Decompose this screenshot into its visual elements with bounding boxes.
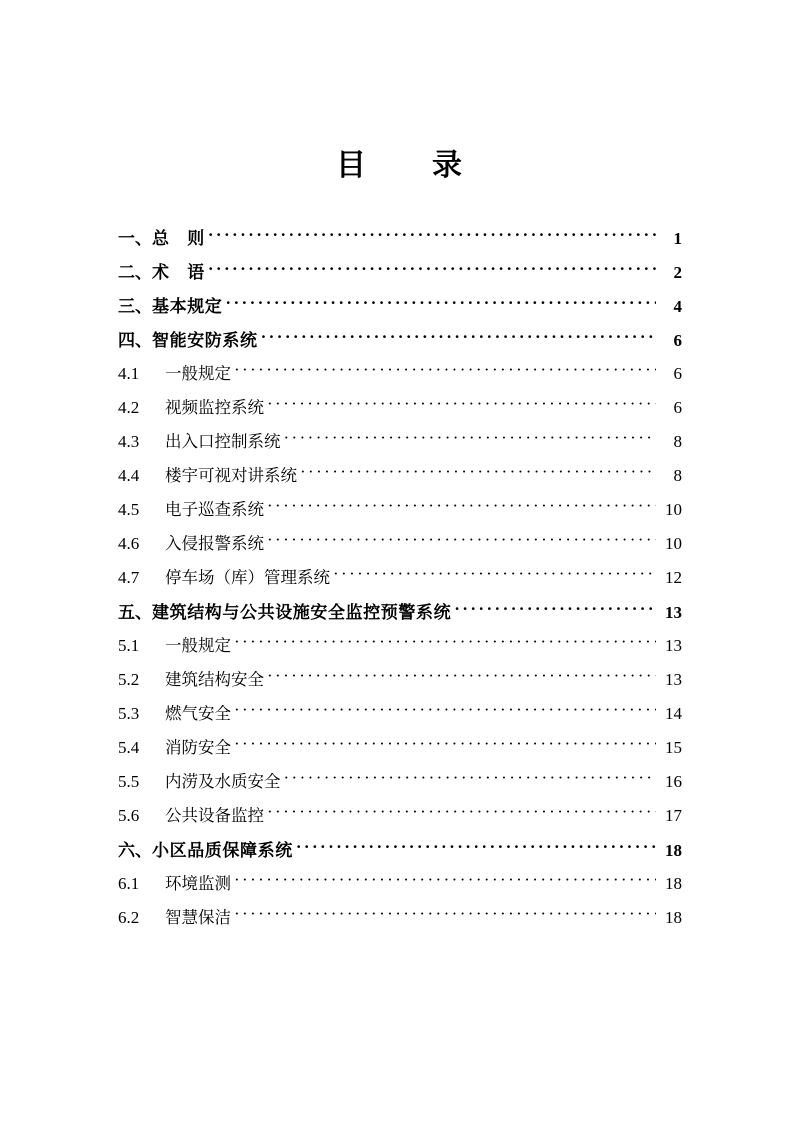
toc-dot-leader [234, 363, 656, 380]
toc-entry-label: 电子巡查系统 [165, 500, 264, 519]
toc-entry-label: 入侵报警系统 [165, 534, 264, 553]
toc-entry-number: 二、 [118, 263, 152, 282]
toc-entry[interactable] [118, 768, 682, 802]
toc-entry-number: 5.6 [118, 806, 140, 825]
toc-entry[interactable] [118, 530, 682, 564]
toc-entry-page-number: 4 [673, 297, 682, 316]
toc-dot-leader [267, 805, 656, 822]
toc-entry-page-number: 18 [665, 908, 682, 927]
toc-dot-leader [267, 669, 656, 686]
toc-entry[interactable] [118, 734, 682, 768]
toc-entry[interactable] [118, 700, 682, 734]
toc-entry-page-number: 2 [673, 263, 682, 282]
toc-entry-number: 一、 [118, 229, 152, 248]
toc-entry-number: 6.2 [118, 908, 140, 927]
toc-entry-page-number: 12 [665, 568, 682, 587]
toc-entry[interactable] [118, 224, 682, 258]
toc-entry-number: 六、 [118, 841, 152, 860]
toc-entry-page-number: 14 [665, 704, 682, 723]
toc-entry-number: 6.1 [118, 874, 140, 893]
toc-dot-leader [284, 771, 657, 788]
toc-entry-label: 公共设备监控 [165, 806, 264, 825]
toc-entry-number: 4.2 [118, 398, 140, 417]
toc-entry[interactable] [118, 360, 682, 394]
toc-dot-leader [333, 567, 656, 584]
toc-entry-page-number: 18 [665, 841, 682, 860]
toc-entry-label: 智慧保洁 [165, 908, 231, 927]
toc-entry-label: 建筑结构与公共设施安全监控预警系统 [152, 603, 452, 622]
toc-entry-page-number: 10 [665, 500, 682, 519]
toc-entry-page-number: 18 [665, 874, 682, 893]
toc-entry-number: 4.6 [118, 534, 140, 553]
toc-entry[interactable] [118, 462, 682, 496]
toc-entry-page-number: 8 [673, 432, 682, 451]
toc-entry-label: 视频监控系统 [165, 398, 264, 417]
toc-dot-leader [267, 533, 656, 550]
toc-entry-label: 术 语 [152, 263, 205, 282]
toc-entry-label: 一般规定 [165, 636, 231, 655]
toc-entry[interactable] [118, 632, 682, 666]
toc-entry[interactable] [118, 394, 682, 428]
toc-entry-label: 楼宇可视对讲系统 [165, 466, 297, 485]
toc-dot-leader [267, 499, 656, 516]
toc-entry-label: 基本规定 [152, 297, 223, 316]
toc-entry[interactable] [118, 496, 682, 530]
table-of-contents [118, 224, 682, 938]
toc-entry[interactable] [118, 666, 682, 700]
toc-entry-number: 5.3 [118, 704, 140, 723]
toc-dot-leader [267, 397, 656, 414]
toc-dot-leader [234, 635, 656, 652]
toc-entry-page-number: 6 [673, 331, 682, 350]
toc-entry-label: 环境监测 [165, 874, 231, 893]
toc-entry-page-number: 8 [673, 466, 682, 485]
toc-entry[interactable] [118, 326, 682, 360]
toc-entry-page-number: 17 [665, 806, 682, 825]
toc-entry[interactable] [118, 836, 682, 870]
toc-dot-leader [300, 465, 656, 482]
toc-entry[interactable] [118, 598, 682, 632]
toc-entry-page-number: 16 [665, 772, 682, 791]
toc-entry-page-number: 10 [665, 534, 682, 553]
toc-entry-number: 四、 [118, 331, 152, 350]
toc-entry-label: 小区品质保障系统 [152, 841, 293, 860]
toc-entry-label: 内涝及水质安全 [165, 772, 281, 791]
toc-entry-label: 总 则 [152, 229, 205, 248]
toc-entry-page-number: 1 [673, 229, 682, 248]
toc-entry-page-number: 13 [665, 603, 682, 622]
toc-entry[interactable] [118, 870, 682, 904]
toc-dot-leader [261, 329, 656, 346]
toc-entry-label: 智能安防系统 [152, 331, 258, 350]
toc-entry-label: 燃气安全 [165, 704, 231, 723]
toc-dot-leader [284, 431, 657, 448]
toc-entry[interactable] [118, 428, 682, 462]
toc-dot-leader [234, 703, 656, 720]
toc-entry-label: 出入口控制系统 [165, 432, 281, 451]
toc-entry[interactable] [118, 564, 682, 598]
toc-entry-number: 4.5 [118, 500, 140, 519]
toc-entry-number: 5.5 [118, 772, 140, 791]
toc-dot-leader [234, 873, 656, 890]
toc-entry-number: 4.4 [118, 466, 140, 485]
toc-entry-label: 消防安全 [165, 738, 231, 757]
toc-dot-leader [225, 295, 656, 312]
toc-entry[interactable] [118, 292, 682, 326]
toc-entry-label: 停车场（库）管理系统 [165, 568, 330, 587]
toc-entry-number: 三、 [118, 297, 152, 316]
toc-dot-leader [234, 737, 656, 754]
toc-dot-leader [208, 261, 656, 278]
toc-entry-page-number: 13 [665, 670, 682, 689]
toc-dot-leader [234, 907, 656, 924]
toc-entry-page-number: 6 [673, 398, 682, 417]
page-title: 目 录 [336, 149, 464, 182]
toc-entry-number: 5.2 [118, 670, 140, 689]
toc-entry[interactable] [118, 904, 682, 938]
toc-entry[interactable] [118, 258, 682, 292]
toc-entry-number: 4.7 [118, 568, 140, 587]
toc-dot-leader [296, 839, 656, 856]
toc-dot-leader [208, 227, 656, 244]
toc-dot-leader [454, 601, 656, 618]
toc-entry-page-number: 6 [673, 364, 682, 383]
toc-entry-number: 5.4 [118, 738, 140, 757]
toc-entry-page-number: 15 [665, 738, 682, 757]
toc-entry-number: 4.1 [118, 364, 140, 383]
toc-entry-number: 五、 [118, 603, 152, 622]
toc-entry-number: 5.1 [118, 636, 140, 655]
toc-entry-label: 一般规定 [165, 364, 231, 383]
toc-entry-page-number: 13 [665, 636, 682, 655]
toc-entry-number: 4.3 [118, 432, 140, 451]
toc-entry-label: 建筑结构安全 [165, 670, 264, 689]
toc-entry[interactable] [118, 802, 682, 836]
